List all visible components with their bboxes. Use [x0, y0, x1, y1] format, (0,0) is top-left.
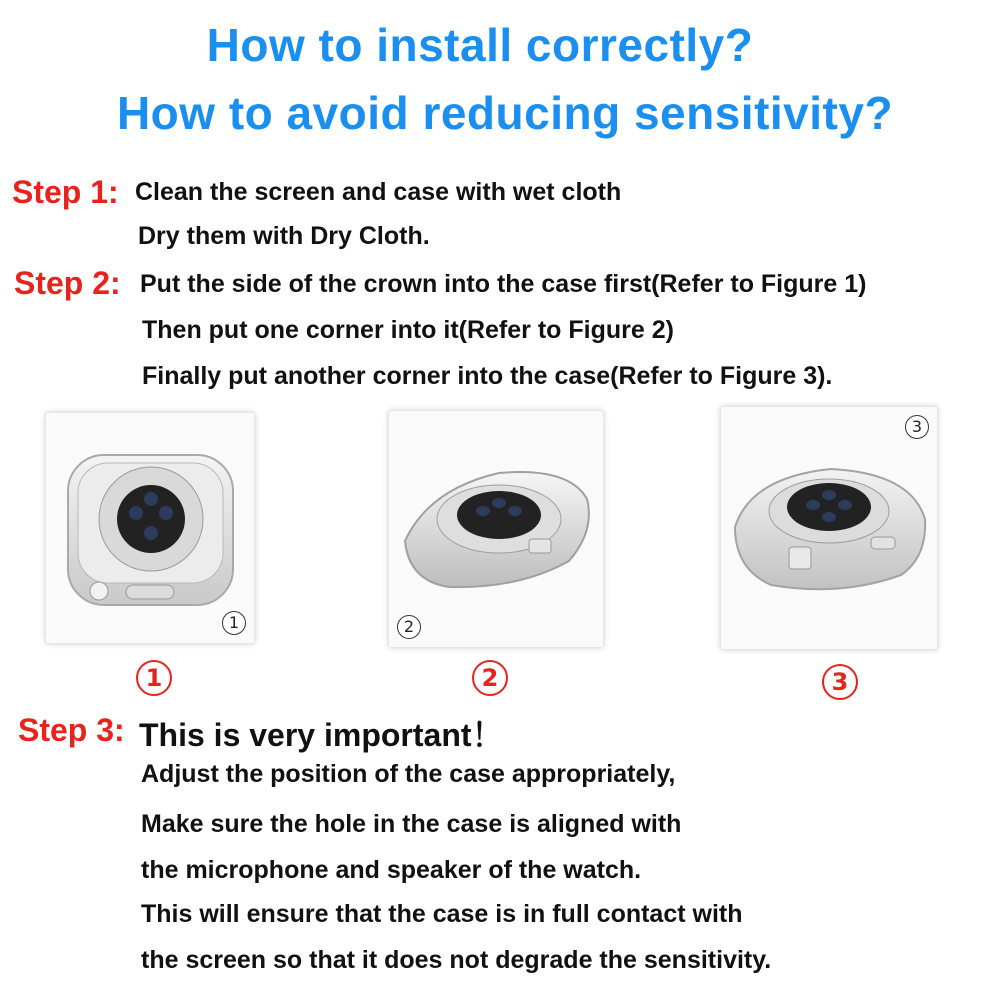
step-2-line-3: Finally put another corner into the case(Refer to Figure 3). [142, 362, 833, 390]
figure-1-caption: 1 [136, 660, 172, 696]
watch-side-illustration [721, 407, 937, 649]
figure-2-photo [388, 410, 604, 648]
figure-2-number: 2 [397, 615, 421, 639]
step-3-line-3: the microphone and speaker of the watch. [141, 856, 642, 884]
title-line-1: How to install correctly? [206, 19, 754, 71]
step-2-line-2: Then put one corner into it(Refer to Figure 2) [142, 316, 674, 344]
step-2-line-1: Put the side of the crown into the case first(Refer to Figure 1) [140, 270, 867, 298]
figure-1-photo [45, 412, 255, 644]
step-3-heading: This is very important！ [139, 717, 504, 753]
step-3-line-1: Adjust the position of the case appropriately, [141, 760, 676, 788]
watch-back-illustration [46, 413, 254, 643]
step-3-line-5: the screen so that it does not degrade the sensitivity. [141, 946, 772, 974]
step-1-line-2: Dry them with Dry Cloth. [138, 222, 430, 250]
title-line-2: How to avoid reducing sensitivity? [116, 87, 894, 139]
figure-3-number: 3 [905, 415, 929, 439]
step-3-line-4: This will ensure that the case is in full contact with [141, 900, 743, 928]
step-3-line-2: Make sure the hole in the case is aligned with [141, 810, 682, 838]
step-1-label: Step 1: [12, 174, 119, 210]
figure-3-photo [720, 406, 938, 650]
figure-1-number: 1 [222, 611, 246, 635]
step-2-label: Step 2: [14, 265, 121, 301]
step-1-line-1: Clean the screen and case with wet cloth [135, 178, 622, 206]
figure-2-caption: 2 [472, 660, 508, 696]
figure-3-caption: 3 [822, 664, 858, 700]
step-3-label: Step 3: [18, 712, 125, 748]
watch-tilted-illustration [389, 411, 603, 647]
